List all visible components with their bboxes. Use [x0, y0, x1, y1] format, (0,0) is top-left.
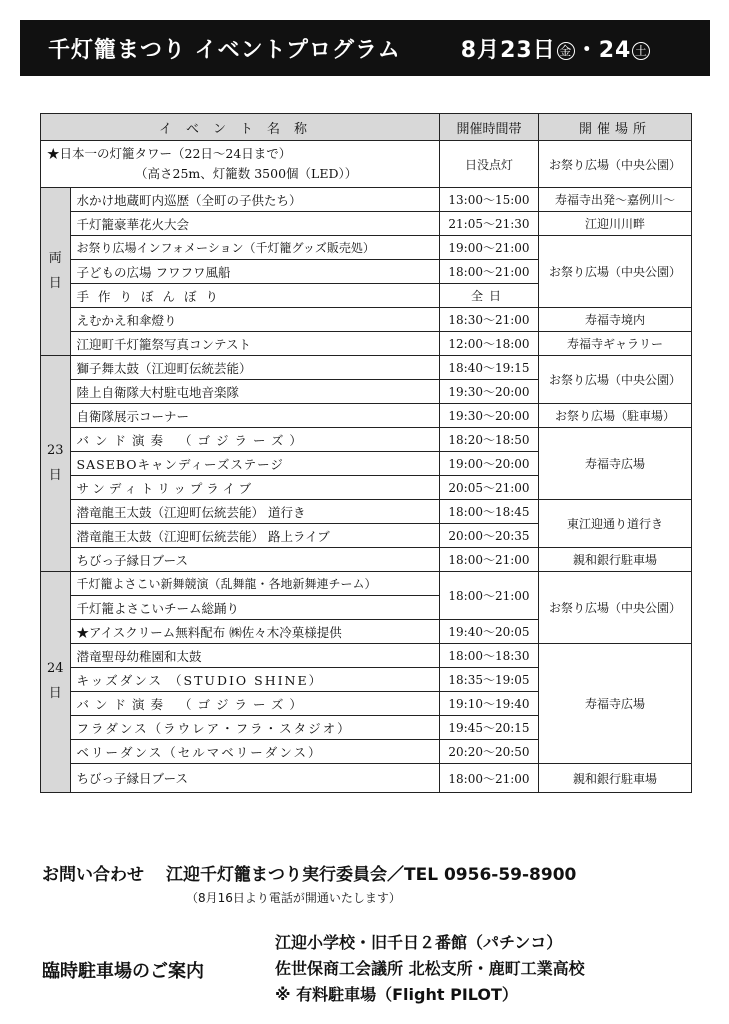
table-row	[41, 572, 692, 596]
table-row	[41, 236, 692, 260]
event-time: 19:30〜20:00	[440, 380, 539, 404]
event-time: 20:05〜21:00	[440, 476, 539, 500]
date-second: 24	[598, 37, 632, 63]
event-name: バンド演奏 （ゴジラーズ）	[70, 692, 439, 716]
page-title: 千灯籠まつり イベントプログラム	[48, 37, 401, 63]
event-place: お祭り広場（中央公園）	[539, 236, 692, 308]
event-name: 千灯籠豪華花火大会	[70, 212, 439, 236]
event-time: 21:05〜21:30	[440, 212, 539, 236]
event-time: 18:00〜21:00	[440, 572, 539, 620]
table-row	[41, 308, 692, 332]
event-place: お祭り広場（中央公園）	[539, 572, 692, 644]
table-row	[41, 764, 692, 793]
event-time: 18:40〜19:15	[440, 356, 539, 380]
event-name: バンド演奏 （ゴジラーズ）	[70, 428, 439, 452]
event-time: 18:00〜21:00	[440, 764, 539, 793]
day-text: 両日	[48, 250, 62, 291]
event-place: 東江迎通り道行き	[539, 500, 692, 548]
event-name: 千灯籠よさこいチーム総踊り	[70, 596, 439, 620]
event-time: 13:00〜15:00	[440, 188, 539, 212]
table-row	[41, 404, 692, 428]
table-row	[41, 188, 692, 212]
event-time: 日没点灯	[440, 141, 539, 188]
event-place: 寿福寺ギャラリー	[539, 332, 692, 356]
event-time: 19:30〜20:00	[440, 404, 539, 428]
event-name: ベリーダンス（セルマベリーダンス）	[70, 740, 439, 764]
event-name: 千灯籠よさこい新舞競演（乱舞龍・各地新舞連チーム）	[70, 572, 439, 596]
table-row	[41, 212, 692, 236]
event-name: ちびっ子縁日ブース	[70, 548, 439, 572]
parking-item: 佐世保商工会議所 北松支所・鹿町工業高校	[275, 959, 585, 978]
event-time: 18:00〜18:45	[440, 500, 539, 524]
event-name: 潜竜龍王太鼓（江迎町伝統芸能） 路上ライブ	[70, 524, 439, 548]
table-header-row	[41, 114, 692, 141]
event-place: お祭り広場（駐車場）	[539, 404, 692, 428]
event-time: 18:00〜21:00	[440, 260, 539, 284]
date-separator: ・	[575, 37, 599, 63]
event-name: 江迎町千灯籠祭写真コンテスト	[70, 332, 439, 356]
event-name: フラダンス（ラウレア・フラ・スタジオ）	[70, 716, 439, 740]
event-name: 水かけ地蔵町内巡歴（全町の子供たち）	[70, 188, 439, 212]
event-name: ★アイスクリーム無料配布 ㈱佐々木冷菓様提供	[70, 620, 439, 644]
event-place: 親和銀行駐車場	[539, 548, 692, 572]
event-name: 自衛隊展示コーナー	[70, 404, 439, 428]
day-label-23	[41, 356, 71, 572]
event-time: 19:10〜19:40	[440, 692, 539, 716]
tower-line-2: （高さ25m、灯籠数 3500個（LED））	[135, 166, 358, 181]
event-name: ちびっ子縁日ブース	[70, 764, 439, 793]
event-place: お祭り広場（中央公園）	[539, 141, 692, 188]
event-time: 12:00〜18:00	[440, 332, 539, 356]
table-row	[41, 644, 692, 668]
event-name: 潜竜龍王太鼓（江迎町伝統芸能） 道行き	[70, 500, 439, 524]
event-time: 20:00〜20:35	[440, 524, 539, 548]
tower-event	[41, 141, 440, 188]
event-time: 18:35〜19:05	[440, 668, 539, 692]
parking-list	[275, 930, 585, 1008]
event-name: えむかえ和傘燈り	[70, 308, 439, 332]
header-banner	[20, 20, 710, 76]
contact-info	[42, 860, 598, 885]
event-name: サンディトリップライブ	[70, 476, 439, 500]
table-row	[41, 428, 692, 452]
event-name: SASEBOキャンディーズステージ	[70, 452, 439, 476]
event-time: 19:45〜20:15	[440, 716, 539, 740]
date-first: 8月23日	[460, 37, 556, 63]
event-name: 手作りぼんぼり	[70, 284, 439, 308]
event-time: 19:40〜20:05	[440, 620, 539, 644]
event-time: 18:30〜21:00	[440, 308, 539, 332]
weekday-badge: 土	[632, 42, 650, 60]
event-name: 子どもの広場 フワフワ風船	[70, 260, 439, 284]
event-name: お祭り広場インフォメーション（千灯籠グッズ販売処）	[70, 236, 439, 260]
event-time: 19:00〜21:00	[440, 236, 539, 260]
parking-item: ※ 有料駐車場（Flight PILOT）	[275, 985, 518, 1004]
contact-label: お問い合わせ	[42, 865, 144, 885]
event-name: 獅子舞太鼓（江迎町伝統芸能）	[70, 356, 439, 380]
event-time: 20:20〜20:50	[440, 740, 539, 764]
event-place: 寿福寺出発〜嘉例川〜	[539, 188, 692, 212]
weekday-badge: 金	[557, 42, 575, 60]
day-label-24	[41, 572, 71, 793]
col-header-place: 開催場所	[539, 114, 692, 141]
table-row	[41, 500, 692, 524]
contact-org-phone: 江迎千灯籠まつり実行委員会／TEL 0956-59-8900	[166, 865, 577, 885]
event-place: 江迎川川畔	[539, 212, 692, 236]
event-time: 全日	[440, 284, 539, 308]
event-time: 19:00〜20:00	[440, 452, 539, 476]
program-table	[40, 113, 692, 793]
event-time: 18:00〜21:00	[440, 548, 539, 572]
event-place: 寿福寺境内	[539, 308, 692, 332]
day-text: 24日	[47, 661, 64, 701]
day-text: 23日	[47, 442, 64, 483]
event-place: お祭り広場（中央公園）	[539, 356, 692, 404]
table-row	[41, 332, 692, 356]
event-place: 寿福寺広場	[539, 428, 692, 500]
parking-item: 江迎小学校・旧千日２番館（パチンコ）	[275, 933, 563, 952]
contact-note: （8月16日より電話が開通いたします）	[186, 891, 401, 905]
event-dates	[461, 33, 652, 64]
event-time: 18:00〜18:30	[440, 644, 539, 668]
event-name: キッズダンス （STUDIO SHINE）	[70, 668, 439, 692]
event-name: 潜竜聖母幼稚園和太鼓	[70, 644, 439, 668]
event-name: 陸上自衛隊大村駐屯地音楽隊	[70, 380, 439, 404]
event-time: 18:20〜18:50	[440, 428, 539, 452]
table-row	[41, 356, 692, 380]
event-place: 寿福寺広場	[539, 644, 692, 764]
col-header-time: 開催時間帯	[440, 114, 539, 141]
col-header-name: イベント名称	[41, 114, 440, 141]
table-row	[41, 548, 692, 572]
event-place: 親和銀行駐車場	[539, 764, 692, 793]
day-label-both	[41, 188, 71, 356]
parking-label: 臨時駐車場のご案内	[42, 961, 204, 982]
tower-line-1: ★日本一の灯籠タワー（22日〜24日まで）	[47, 146, 292, 161]
table-row	[41, 141, 692, 188]
